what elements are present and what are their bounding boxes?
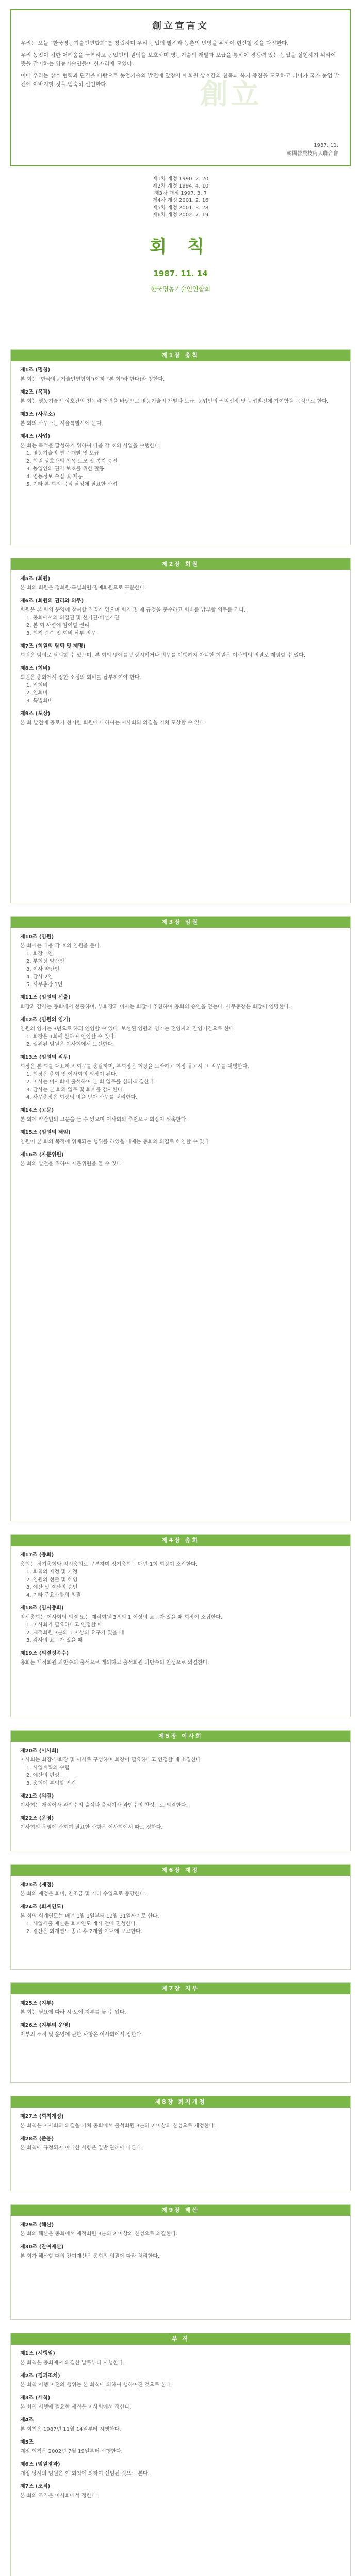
article-title: 제22조 (운영) <box>20 1816 54 1821</box>
declaration-paragraph: 이에 우리는 상호 협력과 단결을 바탕으로 농업기술의 발전에 앞장서며 회원 상호간의 친목과 복지 증진을 도모하고 나아가 국가 농업 발전에 이바지할 것을 엄숙히 선언한다. <box>21 73 339 88</box>
article-item: 1. 이사회가 필요하다고 인정할 때 <box>26 1622 103 1628</box>
chapter-body <box>11 570 350 737</box>
revision-entry: 제6차 개정 2002. 7. 19 <box>152 212 209 218</box>
article-title: 제17조 (총회) <box>20 1552 54 1558</box>
article <box>20 710 341 727</box>
article-text: 이사회의 운영에 관하여 필요한 사항은 이사회에서 따로 정한다. <box>20 1825 163 1831</box>
chapter-section <box>10 1982 351 2083</box>
article-title: 제18조 (임시총회) <box>20 1605 64 1611</box>
revision-history <box>0 176 361 219</box>
article <box>20 597 341 637</box>
article <box>20 1129 341 1146</box>
article-text: 본 회의 조직은 이사회에서 정한다. <box>20 2493 99 2499</box>
chapter-body <box>11 1546 350 1677</box>
article <box>20 388 341 405</box>
article <box>20 2221 341 2238</box>
article-title: 제11조 (임원의 선출) <box>20 995 71 1001</box>
article <box>20 665 341 705</box>
article-text: 본 회에는 다음 각 호의 임원을 둔다. <box>20 943 102 949</box>
chapter-heading: 부 칙 <box>11 2333 350 2345</box>
article-title: 제16조 (자문위원) <box>20 1152 64 1158</box>
chapter-section <box>10 2204 351 2320</box>
article <box>20 1151 341 1168</box>
article-text: 개정 회칙은 2002년 7월 19일부터 시행한다. <box>20 2449 123 2454</box>
chapter-body <box>11 1742 350 1842</box>
article <box>20 1999 341 2016</box>
article-text: 개정 당시의 임원은 이 회칙에 의하여 선임된 것으로 본다. <box>20 2471 150 2477</box>
declaration-date: 1987. 11. <box>314 143 338 148</box>
article-item: 5. 기타 본 회의 목적 달성에 필요한 사업 <box>26 482 118 487</box>
article-title: 제10조 (임원) <box>20 934 54 940</box>
article-item: 2. 회원 상호간의 친목 도모 및 복지 증진 <box>26 459 118 464</box>
article-title: 제8조 (회비) <box>20 666 51 671</box>
article-text: 본 회가 해산할 때의 잔여재산은 총회의 의결에 따라 처리한다. <box>20 2253 160 2259</box>
article <box>20 1747 341 1787</box>
article-title: 제7조 (회원의 탈퇴 및 제명) <box>20 643 86 649</box>
article-item: 2. 임원의 선출 및 해임 <box>26 1577 78 1583</box>
article-item: 1. 세입세출 예산은 회계연도 개시 전에 편성한다. <box>26 1921 138 1927</box>
chapter-heading: 제5장 이사회 <box>11 1731 350 1742</box>
article-title: 제12조 (임원의 임기) <box>20 1017 71 1023</box>
chapter-body <box>11 1876 350 1946</box>
article-text: 본 회의 발전을 위하여 자문위원을 둘 수 있다. <box>20 1161 123 1167</box>
article <box>20 994 341 1011</box>
article-text: 본 회칙은 총회에서 의결한 날로부터 시행한다. <box>20 2360 125 2366</box>
article-item: 4. 기타 주요사항의 의결 <box>26 1592 81 1598</box>
article-item: 2. 결산은 회계연도 종료 후 2개월 이내에 보고한다. <box>26 1929 142 1935</box>
article-item: 2. 이사는 이사회에 출석하여 본 회 업무를 심의·의결한다. <box>26 1079 156 1085</box>
chapter-heading: 제2장 회원 <box>11 558 350 570</box>
article-text: 임시총회는 이사회의 의결 또는 재적회원 3분의 1 이상의 요구가 있을 때 회장이 소집한다. <box>20 1615 223 1620</box>
article <box>20 575 341 592</box>
article-item: 2. 예산의 편성 <box>26 1773 60 1778</box>
article-text: 본 회칙에 규정되지 아니한 사항은 일반 관례에 따른다. <box>20 2145 143 2151</box>
declaration-signature <box>287 142 338 158</box>
article-item: 5. 사무총장 1인 <box>26 982 63 988</box>
article-item: 1. 총회에서의 의결권 및 선거권·피선거권 <box>26 615 119 621</box>
article-title: 제6조 (임원경과) <box>20 2462 60 2467</box>
article <box>20 411 341 428</box>
chapter-body <box>11 928 350 1178</box>
article <box>20 1604 341 1645</box>
article-title: 제26조 (지부의 운영) <box>20 2023 71 2028</box>
article-title: 제23조 (재정) <box>20 1882 54 1888</box>
chapter-body <box>11 2345 350 2510</box>
article <box>20 642 341 659</box>
article-item: 4. 감사 2인 <box>26 974 53 980</box>
page-title: 회 칙 <box>150 236 211 257</box>
article-text: 회원은 총회에서 정한 소정의 회비를 납부하여야 한다. <box>20 675 141 681</box>
chapter-heading: 제7장 지부 <box>11 1983 350 1994</box>
article-title: 제21조 (의결) <box>20 1793 54 1799</box>
article <box>20 2022 341 2039</box>
article <box>20 1881 341 1898</box>
article-item: 1. 회장은 총회 및 이사회의 의장이 된다. <box>26 1072 118 1077</box>
article-text: 지부의 조직 및 운영에 관한 사항은 이사회에서 정한다. <box>20 2032 143 2038</box>
article-item: 3. 감사의 요구가 있을 때 <box>26 1638 83 1643</box>
article-text: 본 회는 "한국영농기술인연합회"(이하 "본 회"라 한다)라 칭한다. <box>20 377 165 382</box>
article-item: 3. 회칙 준수 및 회비 납부 의무 <box>26 631 96 636</box>
article-text: 임원이 본 회의 목적에 위배되는 행위를 하였을 때에는 총회의 의결로 해임할 수 있다. <box>20 1139 211 1145</box>
article <box>20 2461 341 2478</box>
article <box>20 1551 341 1599</box>
article-item: 2. 부회장 약간인 <box>26 959 64 964</box>
article <box>20 1792 341 1809</box>
article <box>20 2135 341 2152</box>
article-title: 제3조 (사무소) <box>20 412 55 417</box>
article <box>20 2243 341 2260</box>
article-title: 제1조 (시행일) <box>20 2351 55 2357</box>
article-text: 본 회의 재정은 회비, 찬조금 및 기타 수입으로 충당한다. <box>20 1891 146 1897</box>
article-text: 본 회칙은 이사회의 의결을 거쳐 총회에서 출석회원 3분의 2 이상의 찬성으로 개정한다. <box>20 2123 216 2129</box>
article-title: 제30조 (잔여재산) <box>20 2244 64 2250</box>
chapter-section <box>10 558 351 903</box>
article-title: 제28조 (준용) <box>20 2136 54 2142</box>
revision-entry: 제5차 개정 2001. 3. 28 <box>152 205 209 211</box>
article-title: 제4조 (사업) <box>20 434 51 439</box>
article-text: 본 회 발전에 공로가 현저한 회원에 대하여는 이사회의 의결을 거쳐 포상할 수 있다. <box>20 720 206 726</box>
chapter-section <box>10 1864 351 1970</box>
article-item: 1. 영농기술의 연구·개발 및 보급 <box>26 451 100 456</box>
article-item: 3. 이사 약간인 <box>26 967 60 972</box>
article-text: 본 회칙은 1987년 11월 14일부터 시행한다. <box>20 2427 121 2432</box>
chapter-heading: 제3장 임원 <box>11 917 350 928</box>
chapter-heading: 제9장 해산 <box>11 2205 350 2216</box>
article-title: 제1조 (명칭) <box>20 367 51 373</box>
article-title: 제3조 (세칙) <box>20 2395 51 2401</box>
article-item: 2. 궐위된 임원은 이사회에서 보선한다. <box>26 1042 114 1047</box>
article <box>20 1016 341 1048</box>
article-text: 회원은 본 회의 운영에 참여할 권리가 있으며 회칙 및 제 규정을 준수하고 회비를 납부할 의무를 진다. <box>20 607 246 613</box>
article-text: 회원은 임의로 탈퇴할 수 있으며, 본 회의 명예를 손상시키거나 의무를 이행하지 아니한 회원은 이사회의 의결로 제명할 수 있다. <box>20 653 306 658</box>
article-item: 4. 사무총장은 회장의 명을 받아 사무를 처리한다. <box>26 1095 138 1100</box>
article <box>20 1815 341 1832</box>
chapter-section <box>10 916 351 1521</box>
article-text: 회장과 감사는 총회에서 선출하며, 부회장과 이사는 회장이 추천하여 총회의 승인을 얻는다. 사무총장은 회장이 임명한다. <box>20 1004 291 1010</box>
article <box>20 1054 341 1101</box>
revision-entry: 제2차 개정 1994. 4. 10 <box>152 183 209 189</box>
article-item: 1. 회장은 1회에 한하여 연임할 수 있다. <box>26 1034 116 1040</box>
declaration-signer: 韓國營農技術人聯合會 <box>287 151 338 157</box>
article-item: 2. 본 회 사업에 참여할 권리 <box>26 623 90 629</box>
chapter-section <box>10 1730 351 1851</box>
article-item: 2. 재적회원 3분의 1 이상의 요구가 있을 때 <box>26 1630 124 1636</box>
bylaws-page <box>0 9 361 2576</box>
article-title: 제4조 <box>20 2417 34 2423</box>
chapter-heading: 제6장 재정 <box>11 1865 350 1876</box>
article-title: 제14조 (고문) <box>20 1108 54 1113</box>
article <box>20 2483 341 2500</box>
chapter-body <box>11 1994 350 2049</box>
article <box>20 933 341 989</box>
organization-name: 한국영농기술인연합회 <box>151 285 210 293</box>
article-text: 본 회칙 시행에 필요한 세칙은 이사회에서 정한다. <box>20 2404 132 2410</box>
chapter-body <box>11 361 350 499</box>
article-text: 본 회는 영농기술인 상호간의 친목과 협력을 바탕으로 영농기술의 개발과 보급, 농업인의 권익신장 및 농업발전에 기여함을 목적으로 한다. <box>20 399 329 404</box>
article-item: 1. 회장 1인 <box>26 951 53 957</box>
article-item: 3. 감사는 본 회의 업무 및 회계를 감사한다. <box>26 1087 124 1093</box>
article-text: 본 회의 회원은 정회원·특별회원·명예회원으로 구분한다. <box>20 585 146 591</box>
article-title: 제19조 (의결정족수) <box>20 1651 69 1656</box>
chapter-heading: 제4장 총회 <box>11 1535 350 1546</box>
chapter-section <box>10 1534 351 1717</box>
article <box>20 2372 341 2389</box>
article-title: 제15조 (임원의 해임) <box>20 1130 71 1136</box>
chapter-section <box>10 2096 351 2191</box>
chapter-body <box>11 2216 350 2270</box>
article-text: 총회는 재적회원 과반수의 출석으로 개의하고 출석회원 과반수의 찬성으로 의결한다. <box>20 1660 209 1666</box>
founding-declaration <box>10 9 351 166</box>
article <box>20 366 341 383</box>
article-item: 4. 영농정보 수집 및 제공 <box>26 474 83 480</box>
article-item: 2. 연회비 <box>26 690 48 696</box>
article <box>20 1107 341 1124</box>
chapter-heading: 제1장 총칙 <box>11 350 350 361</box>
article-text: 총회는 정기총회와 임시총회로 구분하며 정기총회는 매년 1회 회장이 소집한다. <box>20 1562 198 1567</box>
article-text: 본 회의 해산은 총회에서 재적회원 3분의 2 이상의 찬성으로 의결한다. <box>20 2231 178 2237</box>
revision-entry: 제1차 개정 1990. 2. 20 <box>152 176 209 182</box>
article-item: 3. 농업인의 권익 보호를 위한 활동 <box>26 466 105 472</box>
article-item: 3. 총회에 부의할 안건 <box>26 1781 76 1786</box>
article-text: 본 회의 회계연도는 매년 1월 1일부터 12월 31일까지로 한다. <box>20 1913 159 1919</box>
declaration-body <box>21 39 340 89</box>
article-title: 제24조 (회계연도) <box>20 1904 64 1910</box>
article-title: 제9조 (포상) <box>20 711 51 717</box>
chapter-body <box>11 2108 350 2162</box>
article-item: 1. 입회비 <box>26 683 48 688</box>
article-title: 제20조 (이사회) <box>20 1748 59 1754</box>
article-title: 제5조 <box>20 2439 34 2445</box>
declaration-paragraph: 우리 농업이 처한 어려움을 극복하고 농업인의 권익을 보호하며 영농기술의 개발과 보급을 통하여 경쟁력 있는 농업을 실현하기 위하여 뜻을 같이하는 영농기술인들이 한자리에 모였다. <box>21 52 336 67</box>
chapter-section <box>10 2333 351 2576</box>
article-item: 3. 예산 및 결산의 승인 <box>26 1585 78 1590</box>
article <box>20 2438 341 2455</box>
article <box>20 1650 341 1667</box>
article <box>20 2113 341 2130</box>
article <box>20 2350 341 2367</box>
article <box>20 433 341 488</box>
article-item: 1. 사업계획의 수립 <box>26 1765 70 1771</box>
article-text: 본 회에 약간인의 고문을 둘 수 있으며 이사회의 추천으로 회장이 위촉한다. <box>20 1117 188 1123</box>
chapter-section <box>10 349 351 545</box>
article-title: 제25조 (지부) <box>20 2001 54 2006</box>
revision-entry: 제4차 개정 2001. 2. 16 <box>152 198 209 204</box>
revision-entry: 제3차 개정 1997. 3. 7 <box>154 191 207 196</box>
article-text: 본 회의 사무소는 서울특별시에 둔다. <box>20 421 103 427</box>
declaration-paragraph: 우리는 오늘 "한국영농기술인연합회"를 창립하며 우리 농업의 발전과 농촌의 번영을 위하여 헌신할 것을 다짐한다. <box>21 40 289 46</box>
article-title: 제27조 (회칙개정) <box>20 2114 64 2120</box>
article-item: 1. 회칙의 제정 및 개정 <box>26 1569 78 1575</box>
article-text: 본 회는 필요에 따라 시·도에 지부를 둘 수 있다. <box>20 2010 126 2015</box>
article <box>20 2416 341 2433</box>
article-title: 제7조 (조직) <box>20 2484 51 2489</box>
chapter-heading: 제8장 회칙개정 <box>11 2096 350 2108</box>
article-text: 이사회는 회장·부회장 및 이사로 구성하며 회장이 필요하다고 인정할 때 소집한다. <box>20 1757 203 1763</box>
declaration-seal-watermark: 創立 <box>200 77 262 110</box>
article-title: 제2조 (목적) <box>20 389 51 395</box>
article-title: 제2조 (경과조치) <box>20 2373 60 2379</box>
adopted-date: 1987. 11. 14 <box>153 269 208 278</box>
article-text: 본 회는 목적을 달성하기 위하여 다음 각 호의 사업을 수행한다. <box>20 443 161 449</box>
article-text: 회장은 본 회를 대표하고 회무를 총괄하며, 부회장은 회장을 보좌하고 회장 유고시 그 직무를 대행한다. <box>20 1064 249 1070</box>
article-text: 이사회는 재적이사 과반수의 출석과 출석이사 과반수의 찬성으로 의결한다. <box>20 1803 188 1808</box>
article-title: 제29조 (해산) <box>20 2222 54 2228</box>
article-title: 제6조 (회원의 권리와 의무) <box>20 598 84 604</box>
declaration-title: 創立宣言文 <box>152 21 209 31</box>
article-text: 임원의 임기는 3년으로 하되 연임할 수 있다. 보선된 임원의 임기는 전임자의 잔임기간으로 한다. <box>20 1026 236 1032</box>
article <box>20 1903 341 1936</box>
article-item: 3. 특별회비 <box>26 698 53 704</box>
article-title: 제13조 (임원의 직무) <box>20 1055 71 1060</box>
article-title: 제5조 (회원) <box>20 576 51 582</box>
article-text: 본 회칙 시행 이전의 행위는 본 회칙에 의하여 행하여진 것으로 본다. <box>20 2382 173 2388</box>
article <box>20 2394 341 2411</box>
